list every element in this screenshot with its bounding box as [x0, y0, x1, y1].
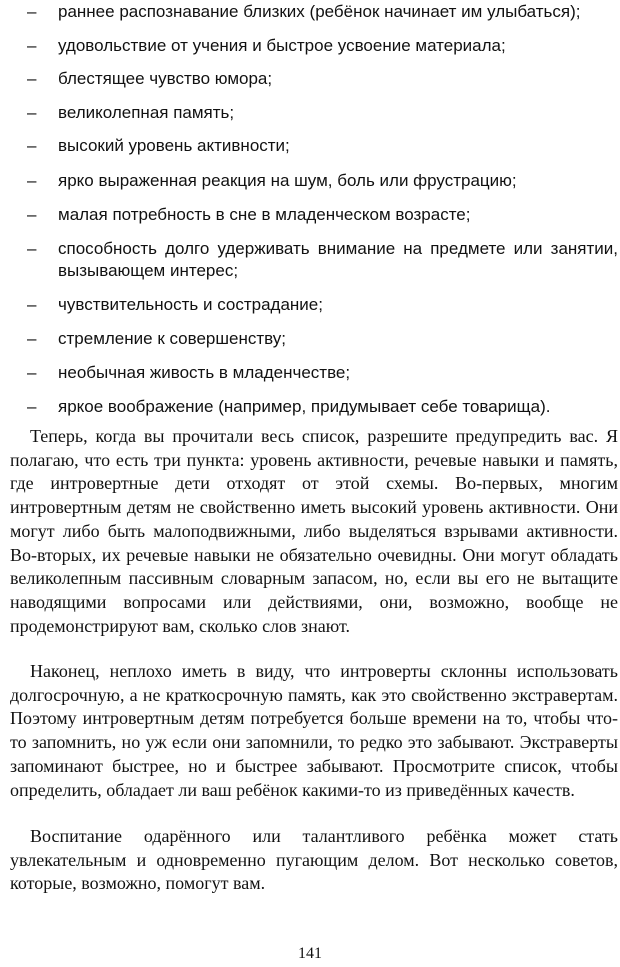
list-marker: –: [27, 69, 37, 88]
page-number: 141: [298, 945, 322, 962]
list-item-text: способность долго удерживать внимание на предмете или занятии, вызывающем интерес;: [58, 239, 618, 280]
list-marker: –: [27, 239, 37, 258]
list-marker: –: [27, 295, 37, 314]
list-item-text: удовольствие от учения и быстрое усвоение материала;: [58, 36, 506, 55]
list-item-text: малая потребность в сне в младенческом возрасте;: [58, 205, 471, 224]
list-marker: –: [27, 36, 37, 55]
list-item-text: чувствительность и сострадание;: [58, 295, 323, 314]
list-item-text: раннее распознавание близких (ребёнок начинает им улыбаться);: [58, 2, 581, 21]
list-item-text: великолепная память;: [58, 103, 235, 122]
list-marker: –: [27, 363, 37, 382]
paragraph: Наконец, неплохо иметь в виду, что интроверты склонны использовать долгосрочную, а не краткосрочную память, как это свойственно экстравертам. Поэтому интровертным детям потребуется больше времени на то, чтобы что-то запомнить, но уж если они запомнили, то редко это забывают. Экстраверты запоминают быстрее, но и быстрее забывают. Просмотрите список, чтобы определить, обладает ли ваш ребёнок какими-то из приведённых качеств.: [10, 661, 618, 800]
list-marker: –: [27, 205, 37, 224]
list-marker: –: [27, 2, 37, 21]
list-item-text: стремление к совершенству;: [58, 329, 287, 348]
list-item-text: необычная живость в младенчестве;: [58, 363, 351, 382]
list-marker: –: [27, 397, 37, 416]
paragraph: Теперь, когда вы прочитали весь список, разрешите предупредить вас. Я полагаю, что есть три пункта: уровень активности, речевые навыки и память, где интровертные дети отходят от этой схемы. Во-первых, многим интровертным детям не свойственно иметь высокий уровень активности. Они могут либо быть малоподвижными, либо выделяться взрывами активности. Во-вторых, их речевые навыки не обязательно очевидны. Они могут обладать великолепным пассивным словарным запасом, но, если вы его не вытащите наводящими вопросами или действиями, они, возможно, вообще не продемонстрируют вам, сколько слов знают.: [10, 426, 618, 636]
list-marker: –: [27, 103, 37, 122]
list-item-text: высокий уровень активности;: [58, 136, 290, 155]
list-marker: –: [27, 329, 37, 348]
list-item-text: ярко выраженная реакция на шум, боль или фрустрацию;: [58, 171, 517, 190]
list-item-text: блестящее чувство юмора;: [58, 69, 273, 88]
list-marker: –: [27, 171, 37, 190]
list-marker: –: [27, 136, 37, 155]
list-item-text: яркое воображение (например, придумывает себе товарища).: [58, 397, 551, 416]
paragraph: Воспитание одарённого или талантливого ребёнка может стать увлекательным и одновременно пугающим делом. Вот несколько советов, которые, возможно, помогут вам.: [10, 826, 618, 894]
